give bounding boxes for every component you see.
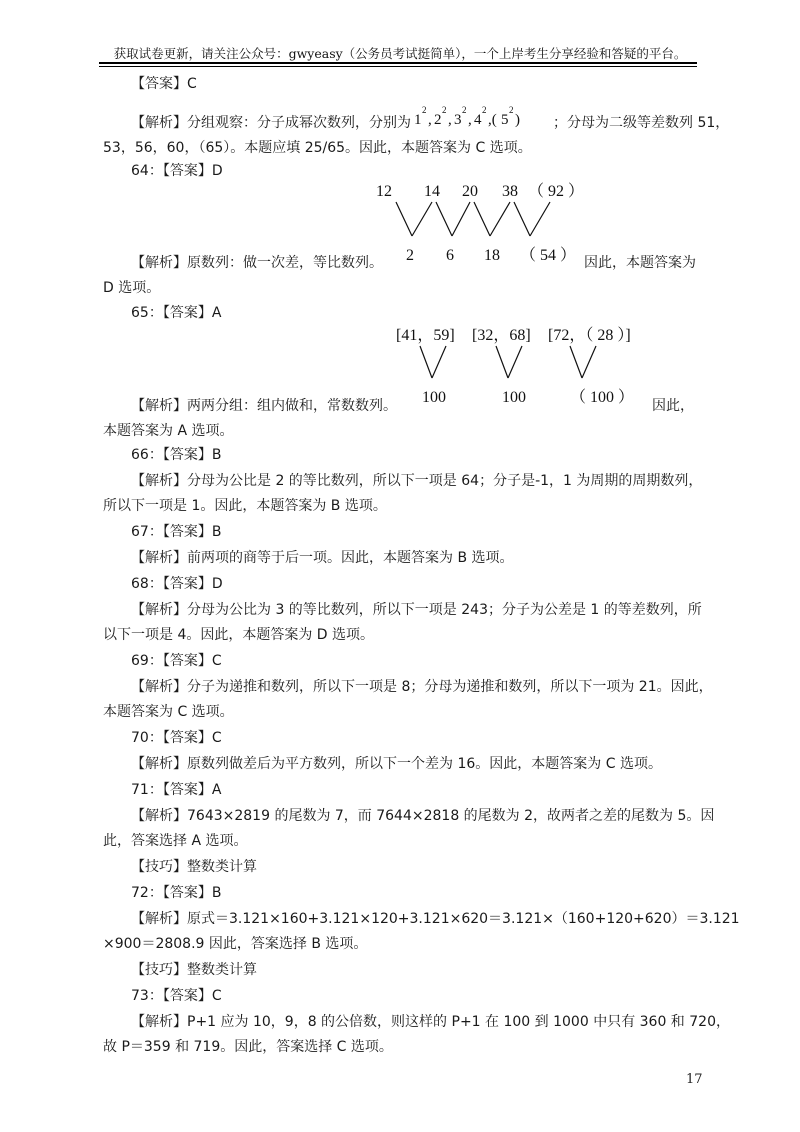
header-rule-thin: [99, 66, 697, 67]
explanation-line: 以下一项是 4。因此，本题答案为 D 选项。: [103, 627, 375, 643]
sequence-term: 14: [424, 183, 440, 200]
sum-lines: [420, 346, 596, 378]
explanation-line: 此，答案选择 A 选项。: [103, 833, 248, 849]
sequence-term: 38: [502, 183, 518, 200]
formula-exponent: 2: [462, 105, 467, 115]
explanation-line: 因此，: [652, 398, 694, 414]
sequence-term: 12: [376, 183, 392, 200]
formula-exponent: 2: [509, 105, 514, 115]
header-rule: [99, 62, 697, 64]
explanation-line: 所以下一项是 1。因此，本题答案为 B 选项。: [103, 498, 387, 514]
question-answer-line: 64：【答案】D: [131, 163, 223, 179]
group-sum-answer: （ 100 ）: [570, 389, 635, 406]
difference-term: 18: [484, 247, 500, 264]
group-pair: [41，59]: [396, 327, 455, 344]
explanation-line: 【解析】两两分组：组内做和，常数数列。: [131, 398, 397, 414]
question-answer-line: 70：【答案】C: [131, 730, 222, 746]
group-sum-diagram-65: [390, 318, 660, 410]
explanation-line: 【解析】P+1 应为 10，9，8 的公倍数，则这样的 P+1 在 100 到 1000 中只有 360 和 720，: [131, 1014, 730, 1030]
group-pair: [32，68]: [472, 327, 531, 344]
explanation-line: ；分母为二级等差数列 51，: [553, 115, 730, 131]
question-answer-line: 68：【答案】D: [131, 576, 223, 592]
svg-text:,: ,: [448, 112, 452, 128]
answer-line: 【答案】C: [131, 76, 197, 92]
group-sum: 100: [422, 389, 446, 406]
power-formula: [412, 100, 542, 134]
group-sum: 100: [502, 389, 526, 406]
formula-base: 2: [434, 112, 442, 128]
explanation-line: 本题答案为 C 选项。: [103, 704, 234, 720]
difference-term: 2: [406, 247, 414, 264]
svg-text:,(: ,(: [488, 112, 497, 128]
explanation-line: 【解析】原数列做差后为平方数列，所以下一个差为 16。因此，本题答案为 C 选项。: [131, 756, 662, 772]
svg-text:,: ,: [468, 112, 472, 128]
svg-text:): ): [515, 112, 520, 128]
formula-base: 1: [414, 112, 422, 128]
explanation-line: 【解析】分母为公比为 3 的等比数列，所以下一项是 243；分子为公差是 1 的等差数列，所: [131, 602, 702, 618]
tip-line: 【技巧】整数类计算: [131, 859, 257, 875]
question-answer-line: 73：【答案】C: [131, 988, 222, 1004]
explanation-line: ×900＝2808.9 因此，答案选择 B 选项。: [103, 936, 368, 952]
question-answer-line: 71：【答案】A: [131, 782, 222, 798]
difference-term: 6: [446, 247, 454, 264]
explanation-line: 53，56，60，（65）。本题应填 25/65。因此，本题答案为 C 选项。: [103, 140, 532, 156]
question-answer-line: 67：【答案】B: [131, 524, 222, 540]
group-pair-answer: [72，（ 28 ）]: [548, 327, 631, 344]
explanation-line: 【解析】分组观察：分子成幂次数列，分别为: [131, 115, 411, 131]
question-answer-line: 72：【答案】B: [131, 885, 222, 901]
formula-base: 5: [501, 112, 509, 128]
explanation-line: 【解析】分子为递推和数列，所以下一项是 8；分母为递推和数列，所以下一项为 21。因此，: [131, 679, 713, 695]
difference-lines: [396, 202, 550, 236]
question-answer-line: 66：【答案】B: [131, 447, 222, 463]
difference-term-answer: （ 54 ）: [520, 247, 577, 264]
question-answer-line: 69：【答案】C: [131, 653, 222, 669]
formula-base: 4: [474, 112, 482, 128]
question-answer-line: 65：【答案】A: [131, 305, 222, 321]
svg-text:,: ,: [428, 112, 432, 128]
explanation-line: 本题答案为 A 选项。: [103, 423, 234, 439]
explanation-line: 【解析】原数列：做一次差，等比数列。: [131, 255, 383, 271]
explanation-line: 因此，本题答案为: [584, 255, 696, 271]
explanation-line: 故 P＝359 和 719。因此，答案选择 C 选项。: [103, 1039, 393, 1055]
explanation-line: D 选项。: [103, 280, 161, 296]
formula-exponent: 2: [482, 105, 487, 115]
explanation-line: 【解析】前两项的商等于后一项。因此，本题答案为 B 选项。: [131, 550, 514, 566]
explanation-line: 【解析】原式＝3.121×160+3.121×120+3.121×620＝3.121×（160+120+620）＝3.121: [131, 911, 740, 927]
page-number: 17: [686, 1072, 703, 1087]
formula-exponent: 2: [422, 105, 427, 115]
page-header: 获取试卷更新，请关注公众号：gwyeasy（公务员考试挺简单），一个上岸考生分享经验和答疑的平台。: [113, 46, 687, 61]
tip-line: 【技巧】整数类计算: [131, 962, 257, 978]
sequence-term-answer: （ 92 ）: [528, 183, 585, 200]
formula-exponent: 2: [442, 105, 447, 115]
explanation-line: 【解析】分母为公比是 2 的等比数列，所以下一项是 64；分子是-1，1 为周期的周期数列，: [131, 473, 703, 489]
sequence-term: 20: [462, 183, 478, 200]
explanation-line: 【解析】7643×2819 的尾数为 7，而 7644×2818 的尾数为 2，故两者之差的尾数为 5。因: [131, 808, 715, 824]
formula-base: 3: [454, 112, 462, 128]
